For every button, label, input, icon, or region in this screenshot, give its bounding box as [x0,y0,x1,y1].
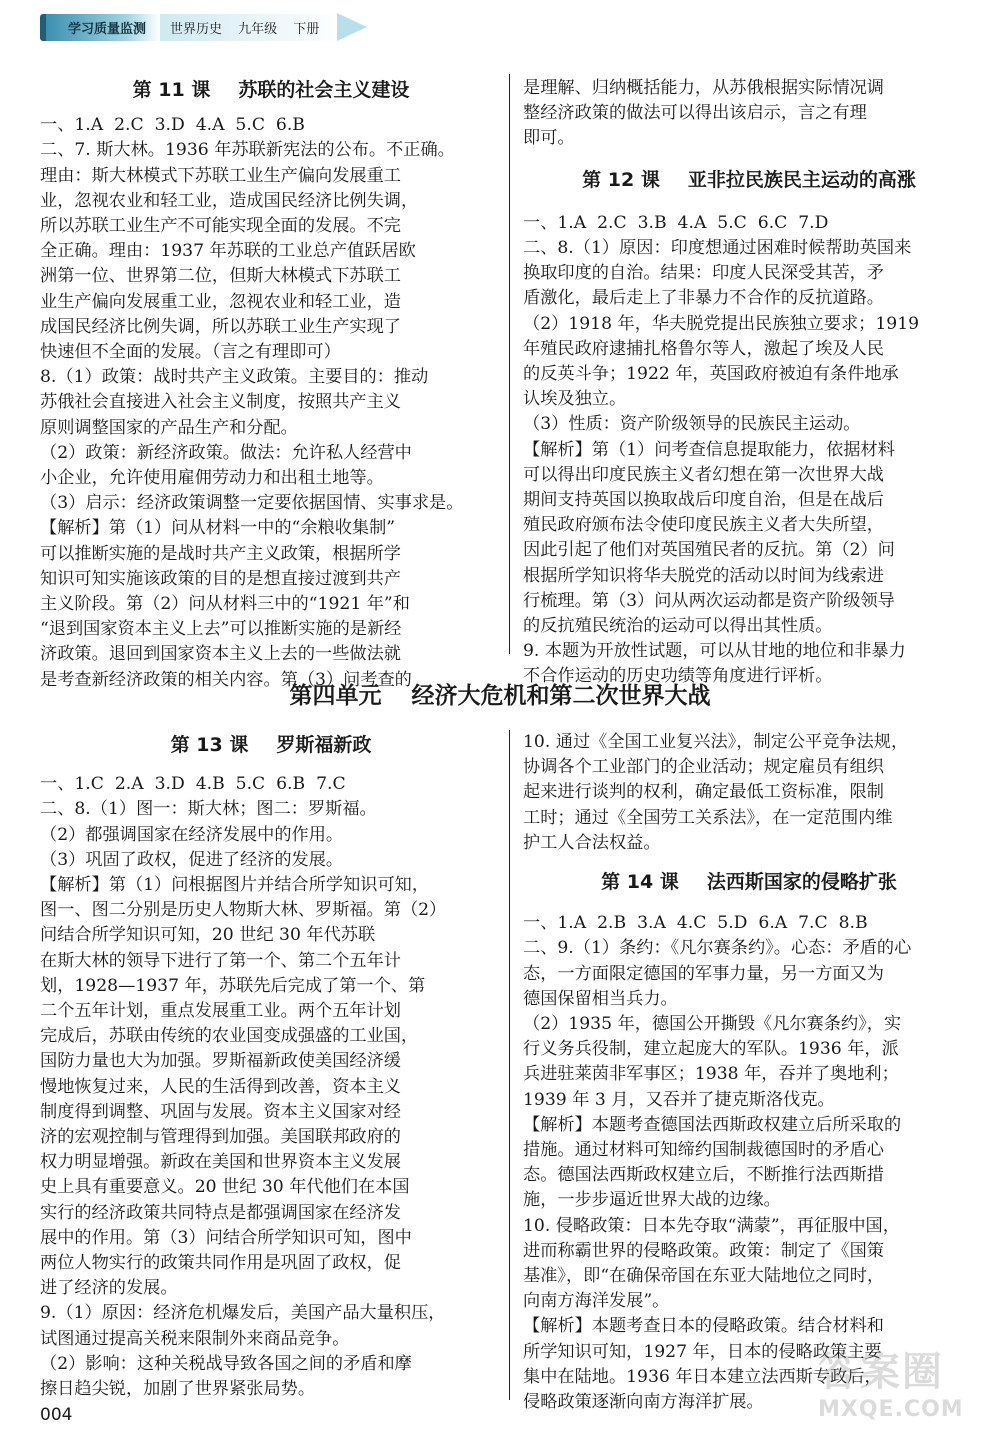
answer-line: 两位人物实行的政策共同作用是巩固了政权，促 [40,1253,401,1274]
answer-line: 二、9.（1）条约：《凡尔赛条约》。心态：矛盾的心 [523,938,912,959]
unit-number: 第四单元 [289,683,382,709]
answer-line: 的反英斗争；1922 年，英国政府被迫有条件地承 [523,364,899,385]
answer-line: 知识可知实施该政策的目的是想直接过渡到共产 [40,568,401,589]
answer-line: 不合作运动的历史功绩等角度进行评析。 [523,666,833,687]
answer-line: 苏俄社会直接进入社会主义制度，按照共产主义 [40,392,401,413]
header-volume: 下册 [293,21,320,37]
answer-line: 二、7. 斯大林。1936 年苏联新宪法的公布。不正确。 [40,140,455,161]
answer-line: 快速但不全面的发展。（言之有理即可） [40,342,341,363]
lesson-11-title [40,78,502,103]
answer-line: 二、8.（1）原因：印度想通过困难时候帮助英国来 [523,238,912,259]
answer-line: 集中在陆地。1936 年日本建立法西斯专政后， [523,1366,882,1387]
answer-line: 即可。 [523,128,575,149]
answer-line: （2）1935 年，德国公开撕毁《凡尔赛条约》，实 [523,1014,902,1035]
answer-line: “退到国家资本主义上去”可以推断实施的是新经 [40,619,402,640]
answer-line: 实行的经济政策共同特点是都强调国家在经济发 [40,1202,401,1223]
answer-line: 制度得到调整、巩固与发展。资本主义国家对经 [40,1101,401,1122]
answer-line: 可以推断实施的是战时共产主义政策，根据所学 [40,543,401,564]
lesson-14-title [523,870,975,895]
unit-name: 经济大危机和第二次世界大战 [411,683,711,709]
answer-line: 整经济政策的做法可以得出该启示，言之有理 [523,103,867,124]
header-series-tag: 学习质量监测 [40,14,160,41]
answer-line: 协调各个工业部门的企业活动；规定雇员有组织 [523,757,884,778]
answer-line: 认埃及独立。 [523,389,627,410]
answer-line: 问结合所学知识可知，20 世纪 30 年代苏联 [40,925,376,946]
answer-line: 德国保留相当兵力。 [523,988,678,1009]
running-header [40,12,367,42]
lesson-12-number: 第 12 课 [582,168,660,191]
answer-line: 9. 本题为开放性试题，可以从甘地的地位和非暴力 [523,641,906,662]
answer-line: 擦日趋尖锐，加剧了世界紧张局势。 [40,1379,316,1400]
answer-line: 小企业，允许使用雇佣劳动力和出租土地等。 [40,468,384,489]
answer-line: 态。德国法西斯政权建立后，不断推行法西斯措 [523,1165,884,1186]
answer-line: 一、1.A 2.C 3.B 4.A 5.C 6.C 7.D [523,212,829,233]
answer-line: 1939 年 3 月，又吞并了捷克斯洛伐克。 [523,1089,835,1110]
right-top-column [523,76,975,690]
answer-line: 向南方海洋发展”。 [523,1291,670,1312]
lesson-14-number: 第 14 课 [601,871,679,894]
answer-line: （2）影响：这种关税战导致各国之间的矛盾和摩 [40,1353,412,1374]
answer-line: 换取印度的自治。结果：印度人民深受其苦，矛 [523,263,884,284]
header-arrow-decoration [337,13,367,41]
answer-line: 因此引起了他们对英国殖民者的反抗。第（2）问 [523,540,895,561]
answer-line: 护工人合法权益。 [523,832,661,853]
answer-line: 图一、图二分别是历史人物斯大林、罗斯福。第（2） [40,900,447,921]
answer-line: 业，忽视农业和轻工业，造成国民经济比例失调， [40,190,419,211]
answer-line: 进了经济的发展。 [40,1278,178,1299]
answer-line: 【解析】本题考查德国法西斯政权建立后所采取的 [523,1114,902,1135]
lesson-14-name: 法西斯国家的侵略扩张 [706,871,897,894]
answer-line: 【解析】第（1）问从材料一中的“余粮收集制” [40,518,396,539]
answer-line: 权力明显增强。新政在美国和世界资本主义发展 [40,1152,401,1173]
answer-line: 国防力量也大为加强。罗斯福新政使美国经济缓 [40,1051,401,1072]
answer-line: 济政策。退回到国家资本主义上去的一些做法就 [40,644,401,665]
right-bottom-column [523,730,975,1415]
answer-line: 可以得出印度民族主义者幻想在第一次世界大战 [523,464,884,485]
watermark-line-1: 答案圈 [818,1349,944,1395]
answer-line: 10. 通过《全国工业复兴法》，制定公平竞争法规， [523,732,909,752]
answer-line: 的反抗殖民统治的运动可以得出其性质。 [523,616,833,637]
answer-line: （3）启示：经济政策调整一定要依据国情、实事求是。 [40,493,464,514]
answer-line: 二个五年计划，重点发展重工业。两个五年计划 [40,1001,401,1022]
answer-line: 全正确。理由：1937 年苏联的工业总产值跃居欧 [40,241,416,262]
column-divider-top [509,74,510,654]
answer-line: 原则调整国家的产品生产和分配。 [40,417,298,438]
answer-line: 成国民经济比例失调，所以苏联工业生产实现了 [40,316,401,337]
answer-line: 济的宏观控制与管理得到加强。美国联邦政府的 [40,1127,401,1148]
lesson-12-title [523,168,975,193]
answer-line: 行义务兵役制，建立起庞大的军队。1936 年，派 [523,1039,899,1060]
answer-line: 是理解、归纳概括能力，从苏俄根据实际情况调 [523,78,884,98]
answer-line: （2）政策：新经济政策。做法：允许私人经营中 [40,442,412,463]
lesson-13-title [40,733,502,758]
answer-line: 9.（1）原因：经济危机爆发后，美国产品大量积压， [40,1303,446,1324]
answer-line: 慢地恢复过来，人民的生活得到改善，资本主义 [40,1076,401,1097]
answer-line: 基准》，即“在确保帝国在东亚大陆地位之同时， [523,1266,885,1287]
answer-line: 所以苏联工业生产不可能实现全面的发展。不完 [40,216,401,237]
answer-line: 洲第一位、世界第二位，但斯大林模式下苏联工 [40,266,401,287]
answer-line: 所学知识可知，1927 年，日本的侵略政策主要 [523,1341,882,1362]
page-number: 004 [40,1405,73,1425]
answer-line: （2）1918 年，华夫脱党提出民族独立要求；1919 [523,313,920,334]
answer-line: 工时；通过《全国劳工关系法》，在一定范围内维 [523,807,893,828]
lesson-11-section [40,78,502,693]
answer-line: 在斯大林的领导下进行了第一个、第二个五年计 [40,950,401,971]
answer-line: 完成后，苏联由传统的农业国变成强盛的工业国， [40,1026,419,1047]
lesson-13-continued [523,730,975,856]
lesson-13-section [40,733,502,1402]
lesson-12-answers [523,211,975,690]
answer-line: 兵进驻莱茵非军事区；1938 年，吞并了奥地利； [523,1064,899,1085]
header-book-info [160,14,341,41]
answer-line: 殖民政府颁布法令使印度民族主义者大失所望， [523,515,884,536]
watermark-line-2: MXQE.COM [818,1397,964,1422]
lesson-13-name: 罗斯福新政 [276,734,372,756]
answer-line: 侵略政策逐渐向南方海洋扩展。 [523,1392,764,1413]
answer-line: 态，一方面限定德国的军事力量，另一方面又为 [523,963,884,984]
answer-line: 措施。通过材料可知缔约国制裁德国时的矛盾心 [523,1140,884,1161]
lesson-12-name: 亚非拉民族民主运动的高涨 [687,168,916,191]
answer-line: 10. 侵略政策：日本先夺取“满蒙”，再征服中国， [523,1215,900,1236]
answer-line: 期间支持英国以换取战后印度自治，但是在战后 [523,490,884,511]
answer-line: 根据所学知识将华夫脱党的活动以时间为线索进 [523,565,884,586]
answer-line: 【解析】本题考查日本的侵略政策。结合材料和 [523,1316,884,1337]
answer-line: 展中的作用。第（3）问结合所学知识可知，图中 [40,1227,412,1248]
lesson-11-answers [40,113,502,693]
answer-line: 业生产偏向发展重工业，忽视农业和轻工业，造 [40,291,401,312]
answer-line: 施，一步步逼近世界大战的边缘。 [523,1190,781,1211]
answer-line: 二、8.（1）图一：斯大林；图二：罗斯福。 [40,799,377,820]
answer-line: 一、1.A 2.B 3.A 4.C 5.D 6.A 7.C 8.B [523,913,868,934]
lesson-11-continued [523,76,975,152]
answer-line: 一、1.C 2.A 3.D 4.B 5.C 6.B 7.C [40,774,346,795]
answer-line: 进而称霸世界的侵略政策。政策：制定了《国策 [523,1240,884,1261]
lesson-13-number: 第 13 课 [170,734,249,756]
answer-line: （2）都强调国家在经济发展中的作用。 [40,824,344,845]
header-subject: 世界历史 [170,21,223,37]
answer-line: 行梳理。第（3）问从两次运动都是资产阶级领导 [523,590,895,611]
answer-line: 是考查新经济政策的相关内容。第（3）问考查的 [40,669,412,690]
watermark-logo [818,1340,988,1428]
lesson-11-name: 苏联的社会主义建设 [238,79,410,101]
answer-line: 试图通过提高关税来限制外来商品竞争。 [40,1328,350,1349]
column-divider-bottom [509,730,510,1400]
answer-line: 【解析】第（1）问根据图片并结合所学知识可知， [40,875,430,896]
lesson-13-answers [40,772,502,1402]
answer-line: 【解析】第（1）问考查信息提取能力，依据材料 [523,439,895,460]
answer-line: 盾激化，最后走上了非暴力不合作的反抗道路。 [523,288,884,309]
header-grade: 九年级 [238,21,278,37]
answer-line: 史上具有重要意义。20 世纪 30 年代他们在本国 [40,1177,410,1198]
answer-line: 主义阶段。第（2）问从材料三中的“1921 年”和 [40,594,410,615]
answer-line: 一、1.A 2.C 3.D 4.A 5.C 6.B [40,115,305,136]
answer-line: 理由：斯大林模式下苏联工业生产偏向发展重工 [40,165,401,186]
answer-line: （3）巩固了政权，促进了经济的发展。 [40,849,344,870]
answer-line: 起来进行谈判的权利，确定最低工资标准，限制 [523,782,884,803]
unit-heading [0,677,1000,710]
answer-line: 8.（1）政策：战时共产主义政策。主要目的：推动 [40,367,429,388]
answer-line: （3）性质：资产阶级领导的民族民主运动。 [523,414,861,435]
answer-line: 年殖民政府逮捕扎格鲁尔等人，激起了埃及人民 [523,338,884,359]
answer-line: 划，1928—1937 年，苏联先后完成了第一个、第 [40,975,426,996]
lesson-11-number: 第 11 课 [132,79,211,101]
